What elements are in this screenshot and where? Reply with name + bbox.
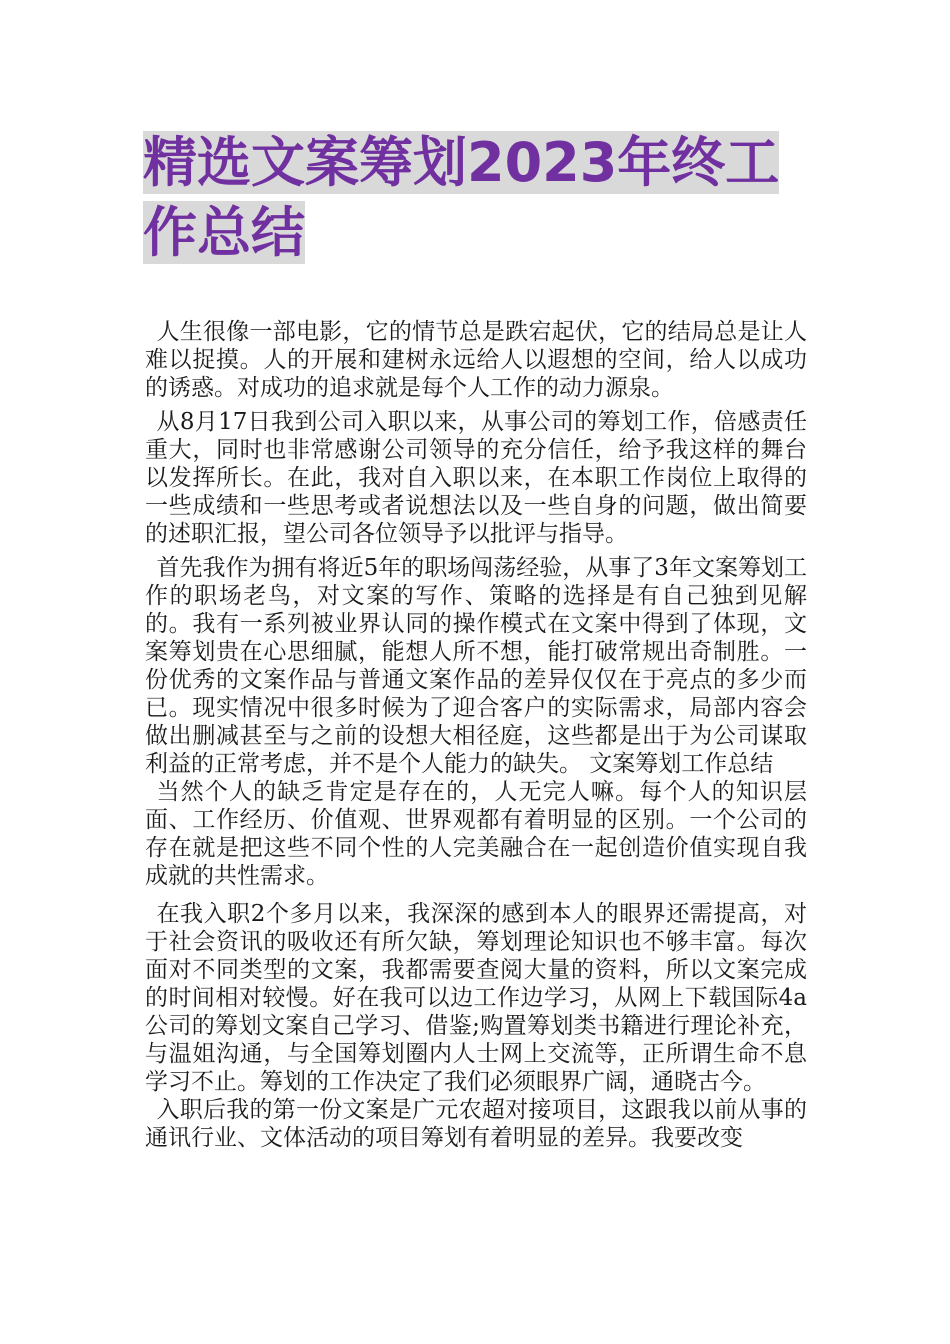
paragraph-shortcomings: 当然个人的缺乏肯定是存在的，人无完人嘛。每个人的知识层面、工作经历、价值观、世界观都有着明显的区别。一个公司的存在就是把这些不同个性的人完美融合在一起创造价值实现自我成就的共性需求。 bbox=[145, 779, 807, 889]
title-text: 精选文案筹划2023年终工作总结 bbox=[143, 131, 780, 264]
paragraph-first-project: 入职后我的第一份文案是广元农超对接项目，这跟我以前从事的通讯行业、文体活动的项目筹划有着明显的差异。我要改变 bbox=[145, 1097, 807, 1151]
document-body bbox=[145, 318, 807, 1152]
paragraph-learning: 在我入职2个多月以来，我深深的感到本人的眼界还需提高，对于社会资讯的吸收还有所欠缺，筹划理论知识也不够丰富。每次面对不同类型的文案，我都需要查阅大量的资料，所以文案完成的时间相对较慢。好在我可以边工作边学习，从网上下载国际4a公司的筹划文案自己学习、借鉴;购置筹划类书籍进行理论补充，与温姐沟通，与全国筹划圈内人士网上交流等，正所谓生命不息学习不止。筹划的工作决定了我们必须眼界广阔，通晓古今。 bbox=[145, 901, 807, 1095]
document-title bbox=[143, 128, 823, 268]
paragraph-intro: 人生很像一部电影，它的情节总是跌宕起伏，它的结局总是让人难以捉摸。人的开展和建树永远给人以遐想的空间，给人以成功的诱惑。对成功的追求就是每个人工作的动力源泉。 bbox=[145, 319, 807, 401]
paragraph-onboarding: 从8月17日我到公司入职以来，从事公司的筹划工作，倍感责任重大，同时也非常感谢公司领导的充分信任，给予我这样的舞台以发挥所长。在此，我对自入职以来，在本职工作岗位上取得的一些成绩和一些思考或者说想法以及一些自身的问题，做出简要的述职汇报，望公司各位领导予以批评与指导。 bbox=[145, 409, 807, 547]
paragraph-experience: 首先我作为拥有将近5年的职场闯荡经验，从事了3年文案筹划工作的职场老鸟，对文案的写作、策略的选择是有自己独到见解的。我有一系列被业界认同的操作模式在文案中得到了体现，文案筹划贵在心思细腻，能想人所不想，能打破常规出奇制胜。一份优秀的文案作品与普通文案作品的差异仅仅在于亮点的多少而已。现实情况中很多时候为了迎合客户的实际需求，局部内容会做出删减甚至与之前的设想大相径庭，这些都是出于为公司谋取利益的正常考虑，并不是个人能力的缺失。 文案筹划工作总结 bbox=[145, 555, 807, 777]
